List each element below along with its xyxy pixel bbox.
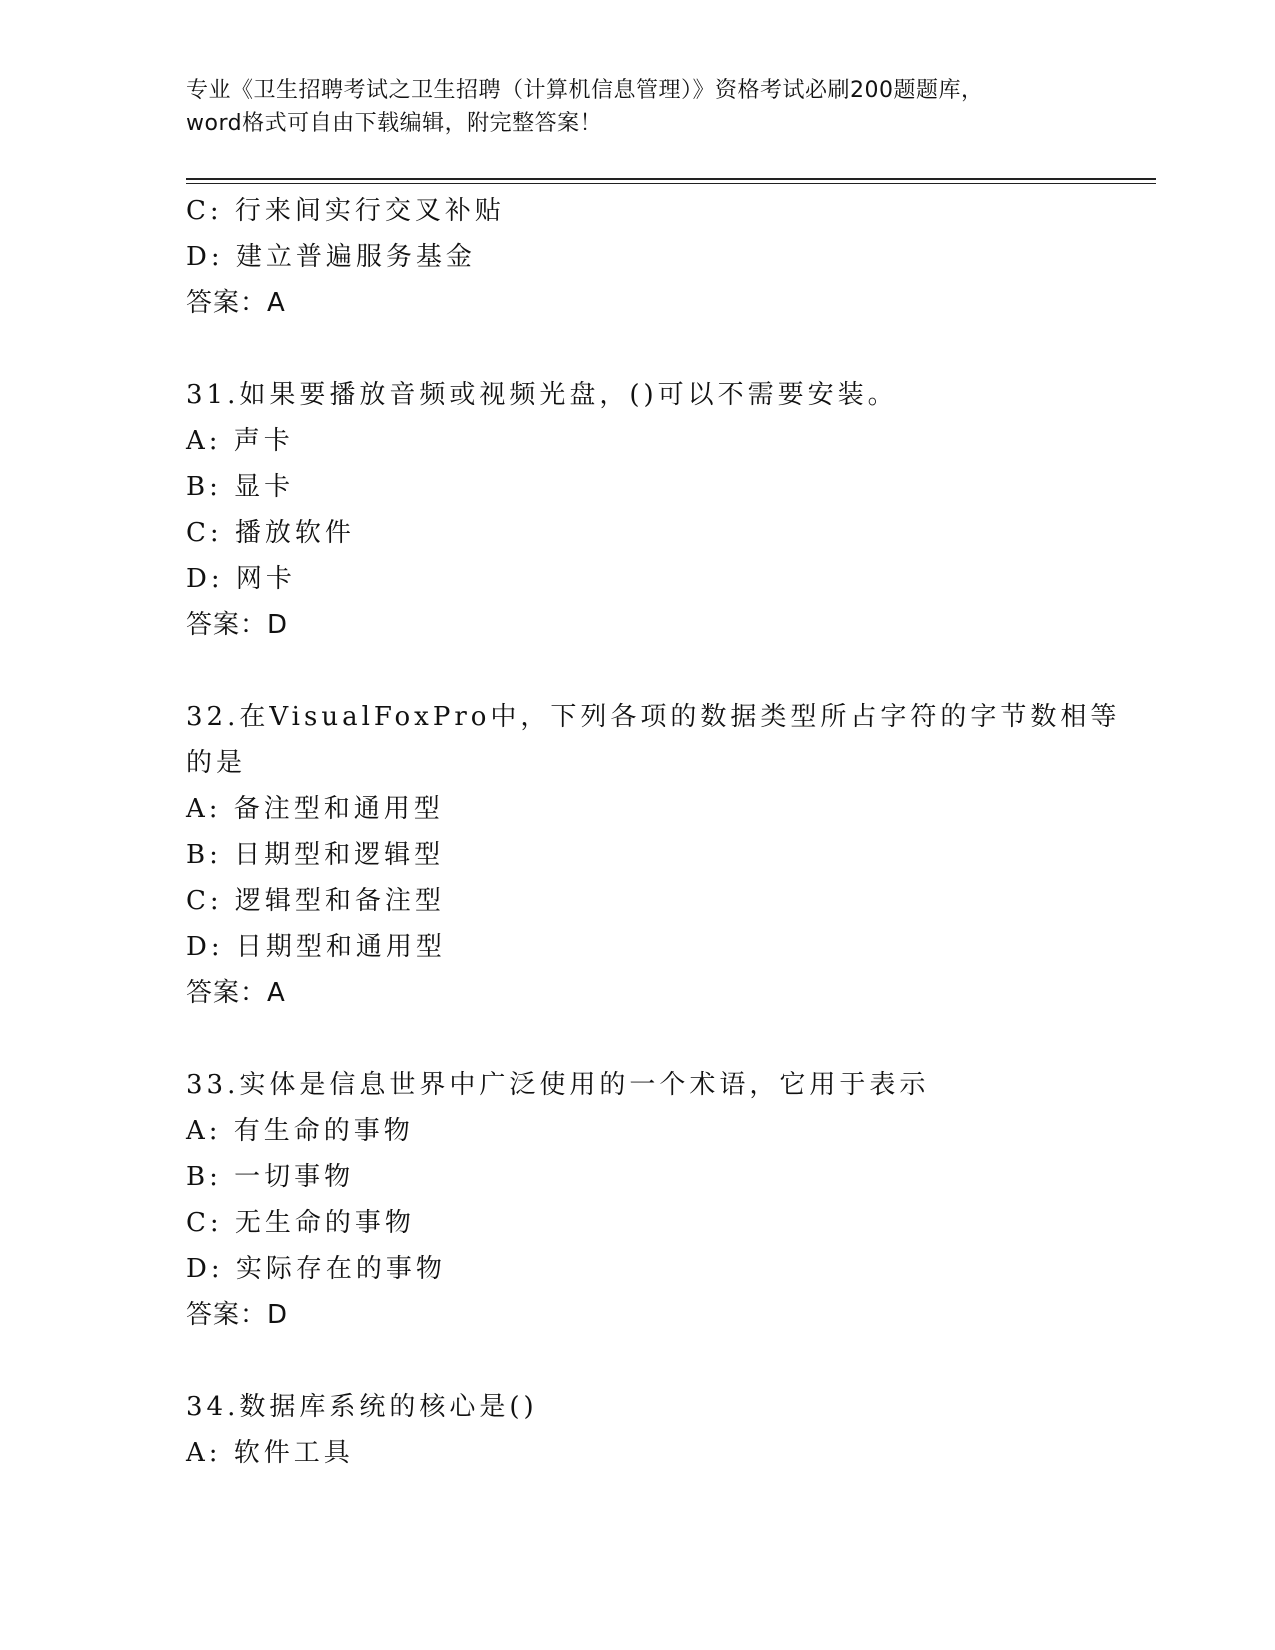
header-divider-thin	[186, 183, 1156, 184]
question-stem-33: 33.实体是信息世界中广泛使用的一个术语，它用于表示	[186, 1070, 930, 1100]
option-a: A: 备注型和通用型	[186, 794, 444, 824]
spacer	[186, 1338, 1086, 1384]
spacer	[186, 326, 1086, 372]
option-d: D: 网卡	[186, 564, 296, 594]
question-stem-32-line-2: 的是	[186, 748, 247, 778]
answer-line: 答案：D	[186, 1300, 289, 1330]
answer-line: 答案：A	[186, 288, 286, 318]
option-d: D: 实际存在的事物	[186, 1254, 446, 1284]
question-stem-32-line-1: 32.在VisualFoxPro中，下列各项的数据类型所占字符的字节数相等	[186, 702, 1121, 732]
option-d: D: 日期型和通用型	[186, 932, 446, 962]
option-d: D: 建立普遍服务基金	[186, 242, 476, 272]
header-title-line-2: word格式可自由下载编辑，附完整答案！	[186, 111, 603, 136]
option-c: C: 播放软件	[186, 518, 355, 548]
question-stem-34: 34.数据库系统的核心是()	[186, 1392, 538, 1422]
option-a: A: 软件工具	[186, 1438, 354, 1468]
option-c: C: 行来间实行交叉补贴	[186, 196, 505, 226]
header-title-line-1: 专业《卫生招聘考试之卫生招聘（计算机信息管理）》资格考试必刷200题题库，	[186, 78, 984, 103]
option-c: C: 无生命的事物	[186, 1208, 415, 1238]
option-b: B: 一切事物	[186, 1162, 355, 1192]
answer-line: 答案：D	[186, 610, 289, 640]
option-a: A: 声卡	[186, 426, 294, 456]
header-divider-thick	[186, 178, 1156, 180]
option-a: A: 有生命的事物	[186, 1116, 414, 1146]
option-b: B: 显卡	[186, 472, 295, 502]
answer-line: 答案：A	[186, 978, 286, 1008]
question-stem-31: 31.如果要播放音频或视频光盘，()可以不需要安装。	[186, 380, 898, 410]
spacer	[186, 1016, 1086, 1062]
option-b: B: 日期型和逻辑型	[186, 840, 445, 870]
option-c: C: 逻辑型和备注型	[186, 886, 445, 916]
spacer	[186, 648, 1086, 694]
question-list	[186, 188, 1121, 1476]
document-header	[186, 74, 1086, 140]
